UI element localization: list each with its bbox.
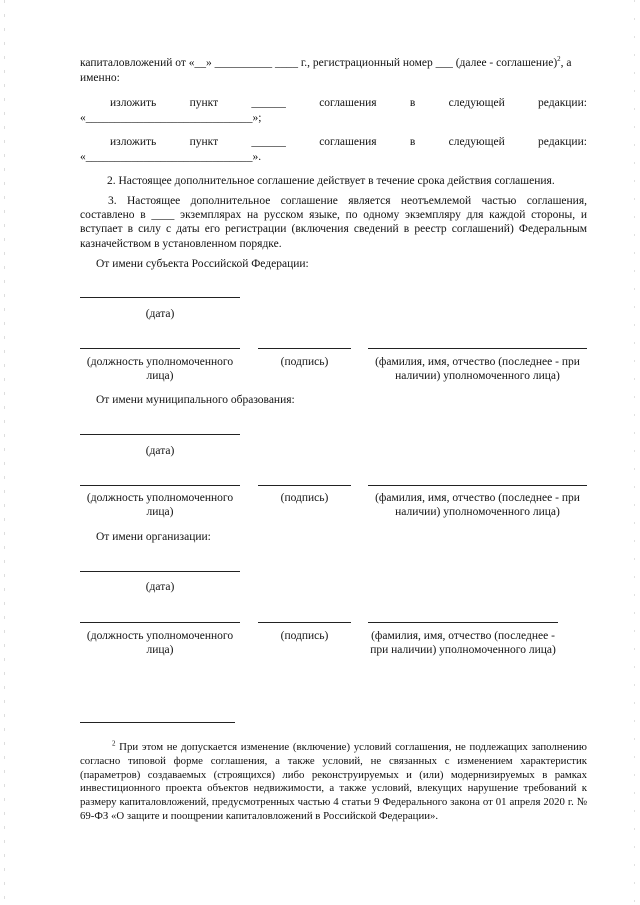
scan-edge-left (4, 0, 5, 905)
signatory-heading-subject: От имени субъекта Российской Федерации: (96, 258, 309, 270)
name-caption: (фамилия, имя, отчество (последнее - при наличии) уполномоченного лица) (375, 356, 580, 382)
scan-edge-right (634, 0, 635, 905)
name-line (368, 622, 558, 623)
edit-instruction-1-text: «_____________________________»; (80, 112, 262, 124)
date-line (80, 571, 240, 572)
edit-instruction-1: изложить пункт ______ соглашения в следующей редакции: (110, 97, 587, 109)
position-line (80, 622, 240, 623)
position-line (80, 485, 240, 486)
name-caption: (фамилия, имя, отчество (последнее - при наличии) уполномоченного лица) (370, 630, 556, 656)
paragraph-2: 2. Настоящее дополнительное соглашение действует в течение срока действия соглашения. (107, 175, 555, 187)
signature-line (258, 348, 351, 349)
signatory-heading-municipality: От имени муниципального образования: (96, 394, 295, 406)
signatory-heading-organization: От имени организации: (96, 531, 211, 543)
intro-line-1: капиталовложений от «__» __________ ____ г., регистрационный номер ___ (далее - соглашение)$^2$, а (80, 55, 572, 69)
footnote: $^2$ При этом не допускается изменение (включение) условий соглашения, не подлежащих заполнению согласно типовой форме соглашения, а также условий, не связанных с изменением характеристик (параметров) создаваемых (строящихся) либо реконструируемых и (или) модернизируемых в рамках инвестиционного проекта объектов недвижимости, а также условий, влекущих нарушение требований к размеру капиталовложений, предусмотренных частью 4 статьи 9 Федерального закона от 01 апреля 2020 г. № 69-ФЗ «О защите и поощрении капиталовложений в Российской Федерации». (80, 739, 587, 822)
date-caption: (дата) (145, 308, 175, 320)
position-caption: (должность уполномоченного лица) (86, 492, 234, 518)
name-caption: (фамилия, имя, отчество (последнее - при наличии) уполномоченного лица) (375, 492, 580, 518)
date-line (80, 297, 240, 298)
name-line (368, 485, 587, 486)
signature-caption: (подпись) (280, 356, 329, 368)
paragraph-3: 3. Настоящее дополнительное соглашение является неотъемлемой частью соглашения, составлено в ____ экземплярах на русском языке, по одному экземпляру для каждой стороны, и вступает в силу с даты его регистрации (включения сведений в реестр соглашений) Федеральным казначейством в установленном порядке. (80, 195, 587, 250)
edit-instruction-2: изложить пункт ______ соглашения в следующей редакции: (110, 136, 587, 148)
date-caption: (дата) (145, 445, 175, 457)
date-caption: (дата) (145, 581, 175, 593)
edit-instruction-2-text: «_____________________________». (80, 151, 262, 163)
date-line (80, 434, 240, 435)
signature-caption: (подпись) (280, 630, 329, 642)
name-line (368, 348, 587, 349)
intro-line-2: именно: (80, 72, 120, 84)
position-caption: (должность уполномоченного лица) (86, 630, 234, 656)
signature-caption: (подпись) (280, 492, 329, 504)
position-line (80, 348, 240, 349)
signature-line (258, 622, 351, 623)
signature-line (258, 485, 351, 486)
position-caption: (должность уполномоченного лица) (86, 356, 234, 382)
footnote-separator (80, 722, 235, 723)
